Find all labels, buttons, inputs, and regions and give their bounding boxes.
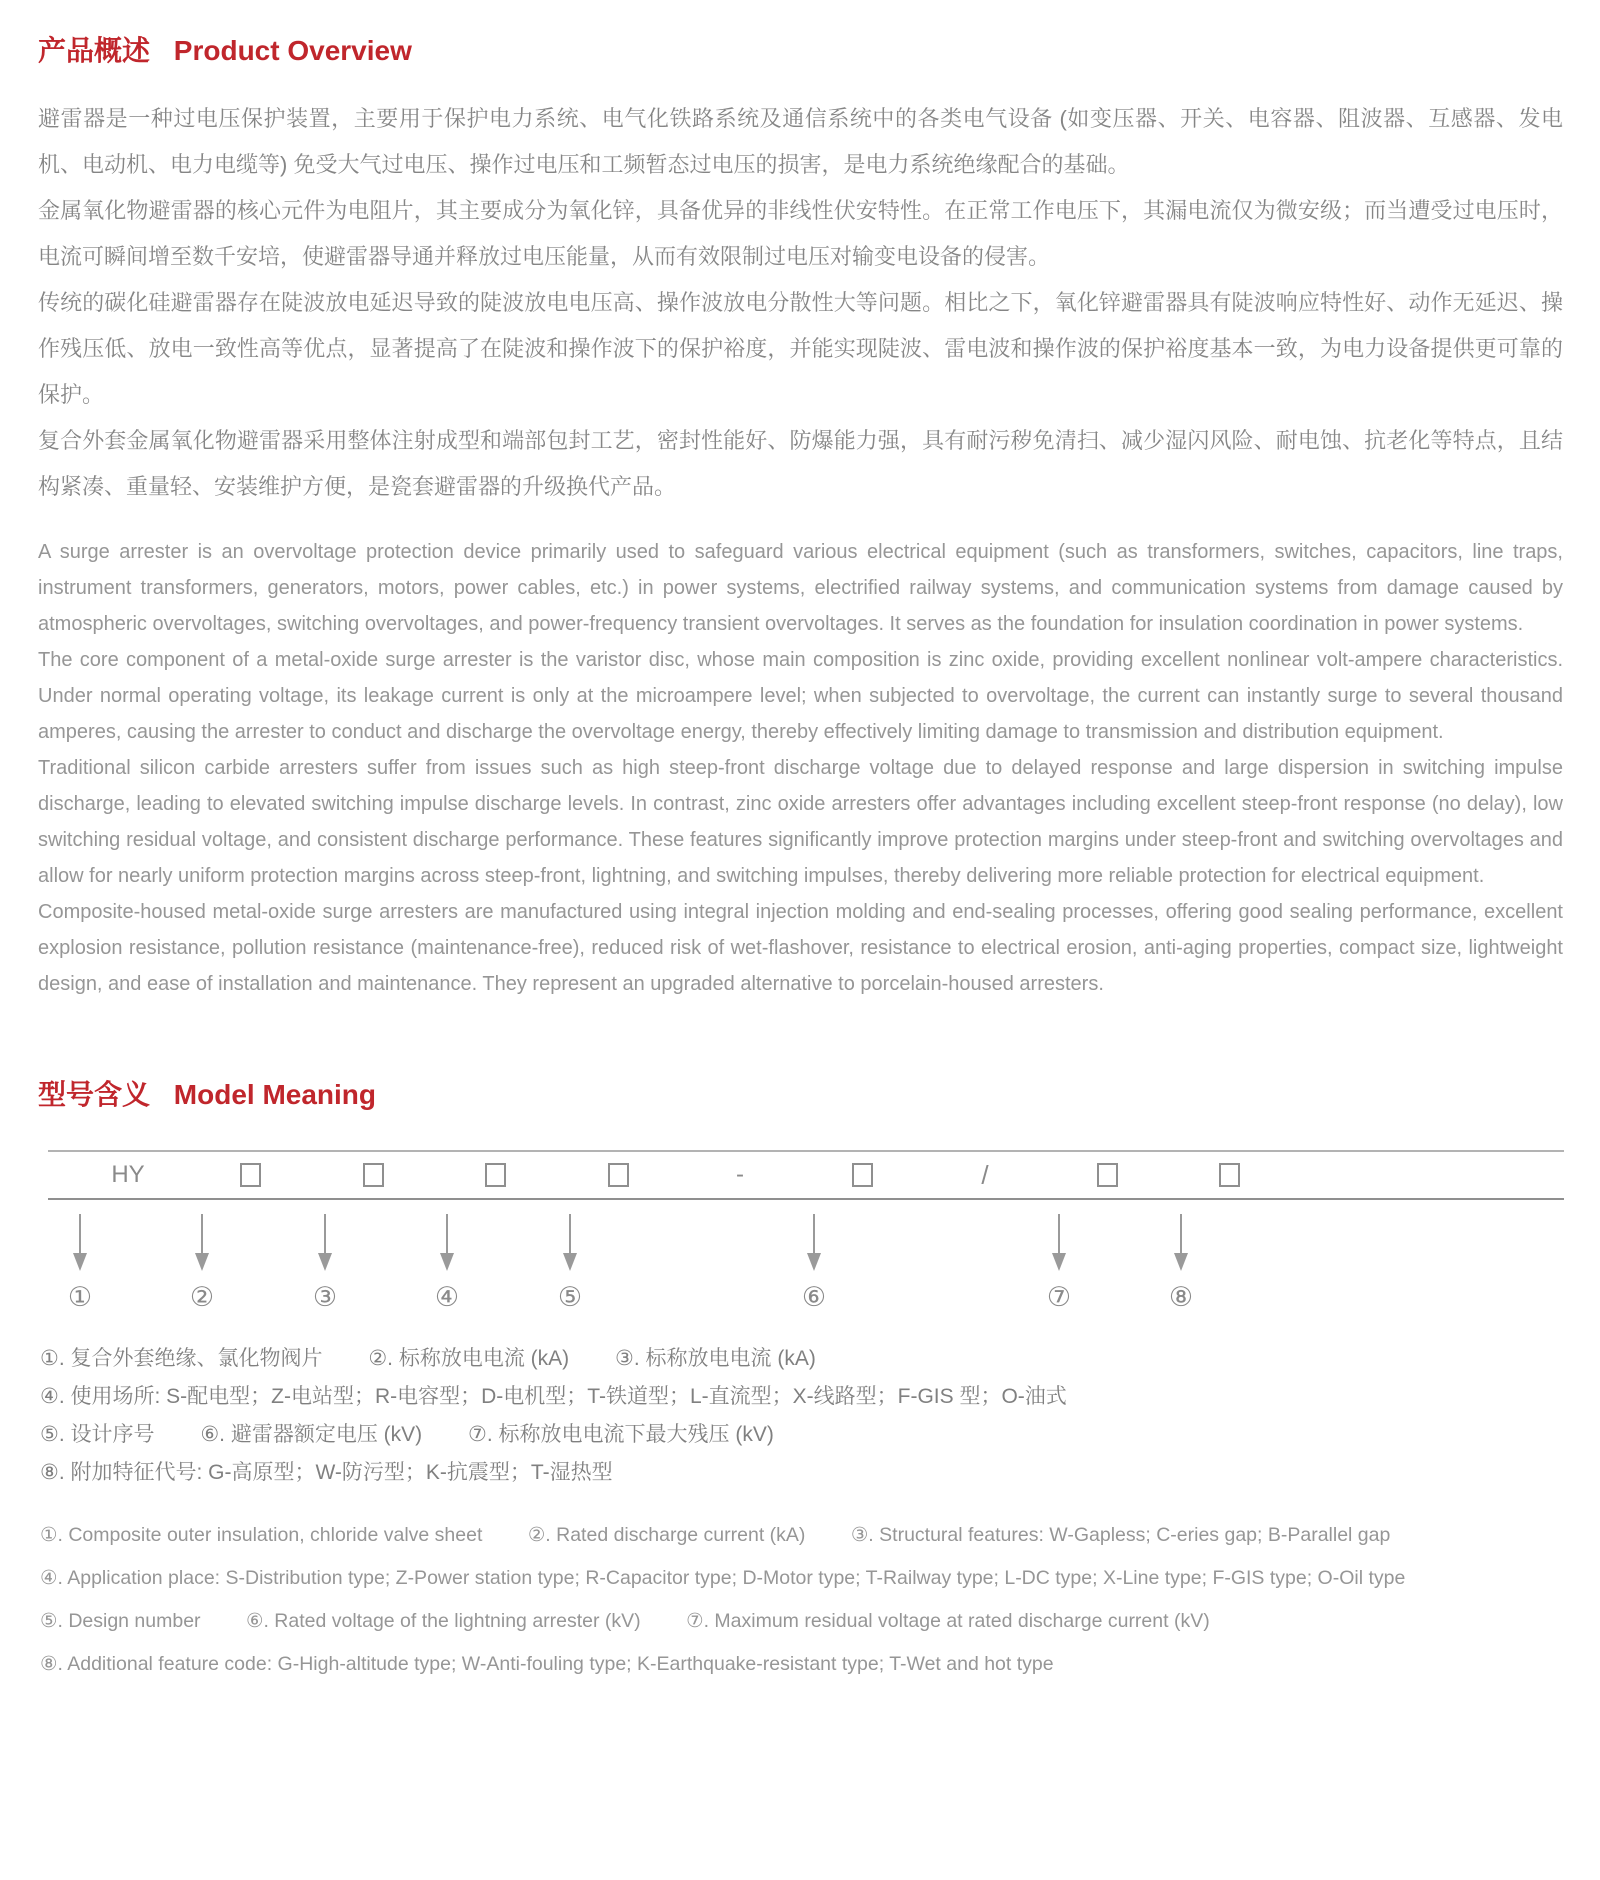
overview-paragraph-en: The core component of a metal-oxide surge arrester is the varistor disc, whose main composition is zinc oxide, providing excellent nonlinear volt-ampere characteristics. Under normal operating voltage, its leakage current is only at the microampere level; when subjected to overvoltage, the current can instantly surge to several thousand amperes, causing the arrester to conduct and discharge the overvoltage energy, thereby effectively limiting damage to transmission and distribution equipment.: [38, 649, 1563, 743]
model-code-dash: -: [736, 1161, 744, 1188]
legend-item: ②. Rated discharge current (kA): [527, 1524, 806, 1546]
model-meaning-heading-en: Model Meaning: [173, 1079, 377, 1110]
down-arrow-icon: [1051, 1214, 1067, 1271]
overview-paragraph-zh: 复合外套金属氧化物避雷器采用整体注射成型和端部包封工艺，密封性能好、防爆能力强，具有耐污秽免清扫、减少湿闪风险、耐电蚀、抗老化等特点，且结构紧凑、重量轻、安装维护方便，是瓷套避雷器的升级换代产品。: [38, 428, 1563, 499]
model-code-box: [363, 1163, 384, 1187]
legend-line: [40, 1514, 1563, 1557]
overview-paragraphs-zh: [38, 96, 1563, 510]
legend-item: ①. 复合外套绝缘、氯化物阀片: [40, 1347, 323, 1370]
model-circle-number-row: [0, 1280, 1600, 1314]
model-code-slash: /: [981, 1159, 989, 1190]
legend-item: ⑤. 设计序号: [40, 1423, 155, 1446]
overview-heading-en: Product Overview: [173, 35, 412, 66]
model-code-box: [240, 1163, 261, 1187]
down-arrow-icon: [194, 1214, 210, 1271]
model-code-prefix: HY: [111, 1161, 145, 1188]
circled-number-1: ①: [67, 1282, 93, 1312]
overview-paragraph-zh: 传统的碳化硅避雷器存在陡波放电延迟导致的陡波放电电压高、操作波放电分散性大等问题。相比之下，氧化锌避雷器具有陡波响应特性好、动作无延迟、操作残压低、放电一致性高等优点，显著提高了在陡波和操作波下的保护裕度，并能实现陡波、雷电波和操作波的保护裕度基本一致，为电力设备提供更可靠的保护。: [38, 290, 1563, 407]
model-code-box-slot: [1072, 1152, 1142, 1198]
legend-line: [40, 1378, 1563, 1416]
model-code-box-slot: [460, 1152, 530, 1198]
model-meaning-section-heading: [0, 1078, 1600, 1112]
down-arrow-icon: [317, 1214, 333, 1271]
down-arrow-icon: [1173, 1214, 1189, 1271]
circled-number-7: ⑦: [1046, 1282, 1072, 1312]
overview-paragraphs-en: [38, 534, 1563, 1002]
down-arrow-icon: [806, 1214, 822, 1271]
model-code-box-slot: [215, 1152, 285, 1198]
overview-heading-zh: 产品概述: [38, 35, 151, 66]
legend-line: [40, 1600, 1563, 1643]
circled-number-5: ⑤: [557, 1282, 583, 1312]
circled-number-2: ②: [189, 1282, 215, 1312]
legend-item: ⑧. 附加特征代号: G-高原型；W-防污型；K-抗震型；T-湿热型: [40, 1461, 613, 1484]
model-legend-zh: [40, 1340, 1563, 1492]
legend-line: [40, 1416, 1563, 1454]
circled-number-6: ⑥: [801, 1282, 827, 1312]
down-arrow-icon: [72, 1214, 88, 1271]
legend-item: ⑦. 标称放电电流下最大残压 (kV): [468, 1423, 774, 1446]
down-arrow-icon: [439, 1214, 455, 1271]
legend-line: [40, 1340, 1563, 1378]
model-code-box-slot: [1194, 1152, 1264, 1198]
overview-paragraph-en: A surge arrester is an overvoltage protection device primarily used to safeguard various electrical equipment (such as transformers, switches, capacitors, line traps, instrument transformers, generators, motors, power cables, etc.) in power systems, electrified railway systems, and communication systems from damage caused by atmospheric overvoltages, switching overvoltages, and power-frequency transient overvoltages. It serves as the foundation for insulation coordination in power systems.: [38, 541, 1563, 635]
legend-item: ③. Structural features: W-Gapless; C-eries gap; B-Parallel gap: [850, 1524, 1391, 1546]
legend-item: ⑥. Rated voltage of the lightning arrester (kV): [245, 1610, 641, 1632]
legend-line: [40, 1454, 1563, 1492]
legend-item: ⑤. Design number: [40, 1610, 201, 1632]
legend-item: ⑦. Maximum residual voltage at rated discharge current (kV): [686, 1610, 1210, 1632]
legend-item: ③. 标称放电电流 (kA): [615, 1347, 816, 1370]
model-arrow-row: [0, 1214, 1600, 1276]
overview-paragraph-zh: 金属氧化物避雷器的核心元件为电阻片，其主要成分为氧化锌，具备优异的非线性伏安特性。在正常工作电压下，其漏电流仅为微安级；而当遭受过电压时，电流可瞬间增至数千安培，使避雷器导通并释放过电压能量，从而有效限制过电压对输变电设备的侵害。: [38, 198, 1563, 269]
model-code-box-slot: [583, 1152, 653, 1198]
model-code-box: [485, 1163, 506, 1187]
model-code-box-slot: [827, 1152, 897, 1198]
legend-item: ④. Application place: S-Distribution type; Z-Power station type; R-Capacitor type; D-Motor type; T-Railway type; L-DC type; X-Line type; F-GIS type; O-Oil type: [40, 1567, 1406, 1589]
model-code-box: [608, 1163, 629, 1187]
model-meaning-heading-zh: 型号含义: [38, 1079, 151, 1110]
model-code-box: [1097, 1163, 1118, 1187]
overview-paragraph-zh: 避雷器是一种过电压保护装置，主要用于保护电力系统、电气化铁路系统及通信系统中的各类电气设备 (如变压器、开关、电容器、阻波器、互感器、发电机、电动机、电力电缆等) 免受大气过电压、操作过电压和工频暂态过电压的损害，是电力系统绝缘配合的基础。: [38, 106, 1563, 177]
legend-line: [40, 1643, 1563, 1686]
model-code-box: [1219, 1163, 1240, 1187]
circled-number-8: ⑧: [1168, 1282, 1194, 1312]
overview-section-heading: [0, 0, 1600, 68]
model-code-box-slot: [338, 1152, 408, 1198]
legend-item: ⑥. 避雷器额定电压 (kV): [200, 1423, 423, 1446]
model-code-box: [852, 1163, 873, 1187]
model-legend-en: [40, 1514, 1563, 1686]
down-arrow-icon: [562, 1214, 578, 1271]
circled-number-3: ③: [312, 1282, 338, 1312]
overview-paragraph-en: Traditional silicon carbide arresters suffer from issues such as high steep-front discharge voltage due to delayed response and large dispersion in switching impulse discharge, leading to elevated switching impulse discharge levels. In contrast, zinc oxide arresters offer advantages including excellent steep-front response (no delay), low switching residual voltage, and consistent discharge performance. These features significantly improve protection margins under steep-front and switching overvoltages and allow for nearly uniform protection margins across steep-front, lightning, and switching impulses, thereby delivering more reliable protection for electrical equipment.: [38, 757, 1563, 887]
circled-number-4: ④: [434, 1282, 460, 1312]
legend-item: ②. 标称放电电流 (kA): [368, 1347, 570, 1370]
legend-item: ⑧. Additional feature code: G-High-altitude type; W-Anti-fouling type; K-Earthquake-resistant type; T-Wet and hot type: [40, 1653, 1054, 1675]
model-code-row: [48, 1150, 1564, 1200]
legend-line: [40, 1557, 1563, 1600]
overview-paragraph-en: Composite-housed metal-oxide surge arresters are manufactured using integral injection molding and end-sealing processes, offering good sealing performance, excellent explosion resistance, pollution resistance (maintenance-free), reduced risk of wet-flashover, resistance to electrical erosion, anti-aging properties, compact size, lightweight design, and ease of installation and maintenance. They represent an upgraded alternative to porcelain-housed arresters.: [38, 901, 1563, 995]
legend-item: ④. 使用场所: S-配电型；Z-电站型；R-电容型；D-电机型；T-铁道型；L-直流型；X-线路型；F-GIS 型；O-油式: [40, 1385, 1067, 1408]
legend-item: ①. Composite outer insulation, chloride valve sheet: [40, 1524, 483, 1546]
